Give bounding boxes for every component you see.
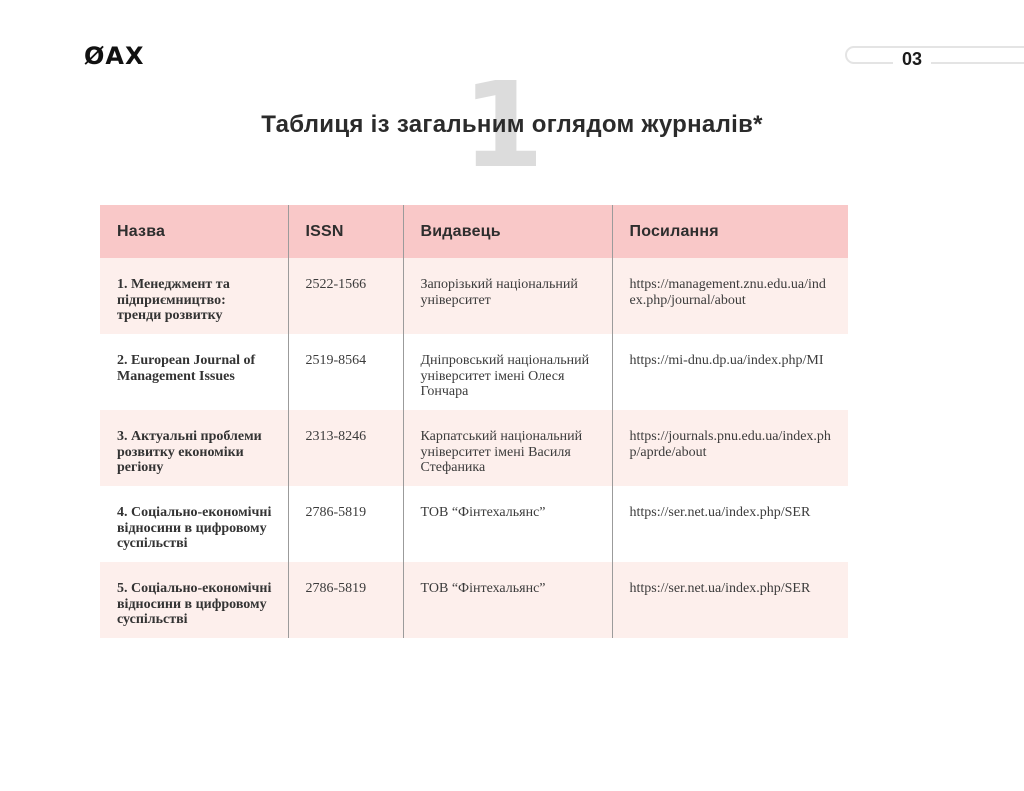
- link-cell[interactable]: https://ser.net.ua/index.php/SER: [629, 505, 811, 521]
- journals-table-header: [100, 205, 848, 258]
- journals-table: [100, 205, 848, 638]
- logo: ØАХ: [84, 42, 145, 70]
- table-row: [100, 258, 848, 334]
- journal-name-cell: 3. Актуальні проблеми розвитку економіки регіону: [100, 410, 288, 486]
- issn-cell: 2313-8246: [288, 410, 403, 486]
- column-header-link: Посилання: [612, 205, 848, 258]
- table-row: [100, 486, 848, 562]
- link-cell[interactable]: https://journals.pnu.edu.ua/index.php/aprde/about: [629, 429, 831, 460]
- page-number: 03: [893, 50, 931, 68]
- journal-name-cell: 1. Менеджмент та підприємництво: тренди розвитку: [100, 258, 288, 334]
- link-cell[interactable]: https://management.znu.edu.ua/index.php/journal/about: [629, 277, 826, 308]
- publisher-cell: Дніпровський національний університет імені Олеся Гончара: [403, 334, 612, 410]
- publisher-cell: Карпатський національний університет імені Василя Стефаника: [403, 410, 612, 486]
- issn-cell: 2522-1566: [288, 258, 403, 334]
- issn-cell: 2519-8564: [288, 334, 403, 410]
- link-cell[interactable]: https://mi-dnu.dp.ua/index.php/MI: [629, 353, 824, 369]
- header-row: [100, 205, 848, 258]
- link-cell[interactable]: https://ser.net.ua/index.php/SER: [629, 581, 811, 597]
- publisher-cell: Запорізький національний університет: [403, 258, 612, 334]
- watermark-number: 1: [461, 56, 545, 194]
- table-row: [100, 410, 848, 486]
- column-header-publisher: Видавець: [403, 205, 612, 258]
- column-header-name: Назва: [100, 205, 288, 258]
- page-number-pill: [845, 46, 1024, 64]
- page-title: Таблиця із загальним оглядом журналів*: [261, 111, 763, 138]
- journal-name-cell: 4. Соціально-економічні відносини в цифровому суспільстві: [100, 486, 288, 562]
- journals-table-body: [100, 258, 848, 638]
- journal-name-cell: 2. European Journal of Management Issues: [100, 334, 288, 410]
- table-row: [100, 562, 848, 638]
- journal-name-cell: 5. Соціально-економічні відносини в цифровому суспільстві: [100, 562, 288, 638]
- column-header-issn: ISSN: [288, 205, 403, 258]
- table-row: [100, 334, 848, 410]
- issn-cell: 2786-5819: [288, 486, 403, 562]
- publisher-cell: ТОВ “Фінтехальянс”: [403, 562, 612, 638]
- issn-cell: 2786-5819: [288, 562, 403, 638]
- publisher-cell: ТОВ “Фінтехальянс”: [403, 486, 612, 562]
